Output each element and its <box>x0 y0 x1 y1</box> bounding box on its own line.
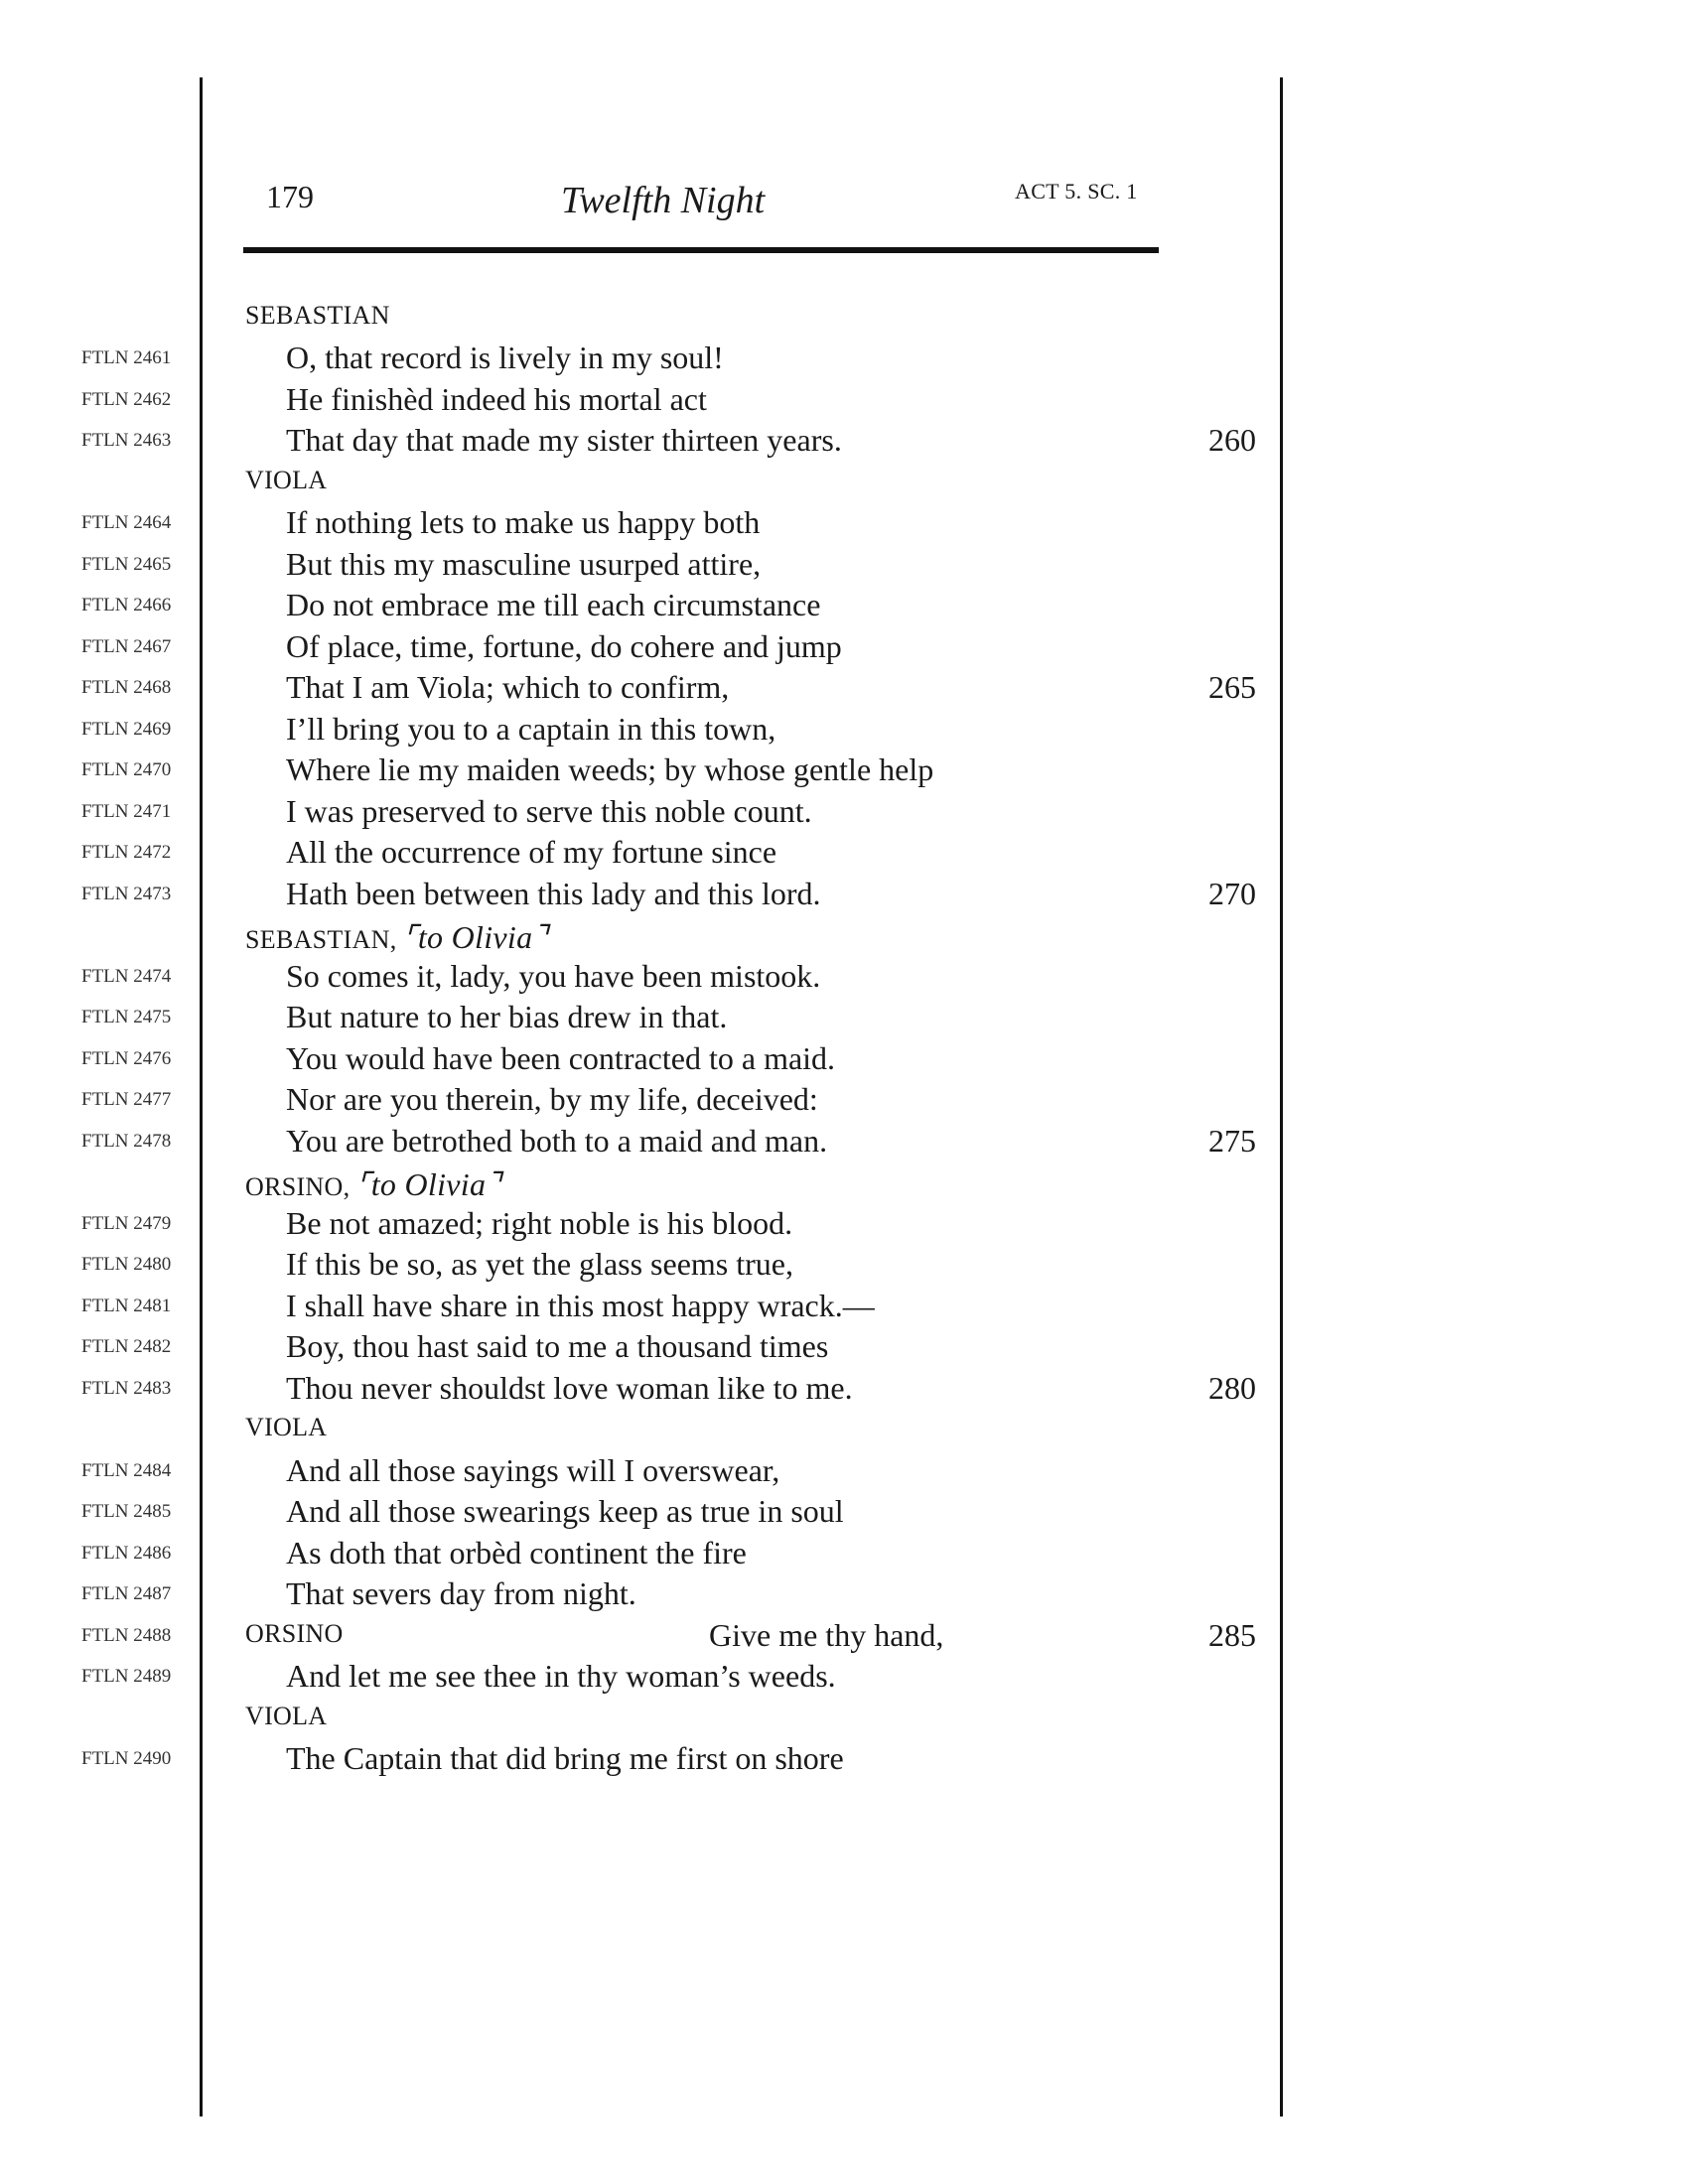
line-text: So comes it, lady, you have been mistook. <box>286 958 821 994</box>
line-number: 275 <box>1208 1123 1256 1159</box>
speaker-name: VIOLA <box>245 466 328 494</box>
speaker-name: ORSINO <box>245 1619 344 1648</box>
ftln-number: FTLN 2483 <box>81 1378 172 1399</box>
speaker-name-text: ORSINO, <box>245 1172 351 1201</box>
speaker-name: SEBASTIAN <box>245 301 390 330</box>
verse-line <box>0 1367 1688 1409</box>
ftln-number: FTLN 2474 <box>81 966 172 987</box>
ftln-number: FTLN 2461 <box>81 347 172 368</box>
ftln-number: FTLN 2486 <box>81 1543 172 1564</box>
speaker-name <box>245 1165 501 1203</box>
verse-line <box>0 873 1688 914</box>
ftln-number: FTLN 2465 <box>81 554 172 575</box>
ftln-number: FTLN 2463 <box>81 430 172 451</box>
line-text: And all those sayings will I overswear, <box>286 1452 780 1488</box>
line-number: 260 <box>1208 422 1256 458</box>
page-number: 179 <box>266 179 314 214</box>
verse-line <box>0 831 1688 873</box>
line-text: But this my masculine usurped attire, <box>286 546 762 582</box>
line-text: You are betrothed both to a maid and man. <box>286 1123 828 1159</box>
verse-line <box>0 337 1688 378</box>
line-text: The Captain that did bring me first on shore <box>286 1740 844 1776</box>
ftln-number: FTLN 2489 <box>81 1666 172 1687</box>
ftln-number: FTLN 2467 <box>81 636 172 657</box>
line-text: You would have been contracted to a maid. <box>286 1040 836 1076</box>
line-text: Boy, thou hast said to me a thousand times <box>286 1328 829 1364</box>
verse-line <box>0 708 1688 750</box>
line-text: Hath been between this lady and this lord. <box>286 876 821 911</box>
line-text: O, that record is lively in my soul! <box>286 340 724 375</box>
verse-line <box>0 1572 1688 1614</box>
verse-line <box>0 543 1688 585</box>
line-text: If nothing lets to make us happy both <box>286 504 761 540</box>
verse-line <box>0 666 1688 708</box>
line-text: And let me see thee in thy woman’s weeds. <box>286 1658 836 1694</box>
ftln-number: FTLN 2482 <box>81 1336 172 1357</box>
ftln-number: FTLN 2481 <box>81 1296 172 1316</box>
line-text: That severs day from night. <box>286 1575 636 1611</box>
ftln-number: FTLN 2470 <box>81 759 172 780</box>
speaker-name-text: SEBASTIAN, <box>245 925 397 954</box>
stage-direction: ⌜to Olivia⌝ <box>402 919 548 955</box>
ftln-number: FTLN 2484 <box>81 1460 172 1481</box>
ftln-number: FTLN 2473 <box>81 884 172 904</box>
ftln-number: FTLN 2472 <box>81 842 172 863</box>
line-text: He finishèd indeed his mortal act <box>286 381 707 417</box>
line-number: 270 <box>1208 876 1256 911</box>
line-text: And all those swearings keep as true in soul <box>286 1493 844 1529</box>
line-text: If this be so, as yet the glass seems true, <box>286 1246 793 1282</box>
verse-line <box>0 1037 1688 1079</box>
ftln-number: FTLN 2488 <box>81 1625 172 1646</box>
ftln-number: FTLN 2487 <box>81 1583 172 1604</box>
ftln-number: FTLN 2478 <box>81 1131 172 1152</box>
verse-line <box>0 1243 1688 1285</box>
act-scene-label: ACT 5. SC. 1 <box>1015 179 1138 204</box>
line-text: Do not embrace me till each circumstance <box>286 587 821 622</box>
ftln-number: FTLN 2468 <box>81 677 172 698</box>
verse-line <box>0 378 1688 420</box>
verse-line <box>0 749 1688 790</box>
line-text: I’ll bring you to a captain in this town, <box>286 711 776 747</box>
line-text: Give me thy hand, <box>709 1617 944 1653</box>
line-text: As doth that orbèd continent the fire <box>286 1535 747 1570</box>
verse-line <box>0 1737 1688 1779</box>
verse-line <box>0 1078 1688 1120</box>
ftln-number: FTLN 2480 <box>81 1254 172 1275</box>
speaker-row <box>0 296 1688 338</box>
verse-line <box>0 1490 1688 1532</box>
ftln-number: FTLN 2475 <box>81 1007 172 1027</box>
verse-line <box>0 1532 1688 1573</box>
speaker-name <box>245 918 548 956</box>
verse-line <box>0 790 1688 832</box>
line-text: Thou never shouldst love woman like to me. <box>286 1370 853 1406</box>
verse-line <box>0 1285 1688 1326</box>
line-text: Be not amazed; right noble is his blood. <box>286 1205 793 1241</box>
speaker-name: VIOLA <box>245 1413 328 1441</box>
line-text: But nature to her bias drew in that. <box>286 999 728 1034</box>
verse-line <box>0 1120 1688 1161</box>
line-text: Nor are you therein, by my life, deceived: <box>286 1081 818 1117</box>
line-text: That I am Viola; which to confirm, <box>286 669 730 705</box>
verse-line <box>0 1202 1688 1244</box>
verse-line <box>0 955 1688 997</box>
line-text: That day that made my sister thirteen years. <box>286 422 842 458</box>
ftln-number: FTLN 2462 <box>81 389 172 410</box>
verse-line <box>0 1614 1688 1656</box>
ftln-number: FTLN 2466 <box>81 595 172 615</box>
line-text: Where lie my maiden weeds; by whose gentle help <box>286 751 934 787</box>
ftln-number: FTLN 2479 <box>81 1213 172 1234</box>
header-rule <box>243 247 1159 253</box>
line-number: 265 <box>1208 669 1256 705</box>
line-text: Of place, time, fortune, do cohere and jump <box>286 628 842 664</box>
ftln-number: FTLN 2469 <box>81 719 172 740</box>
ftln-number: FTLN 2477 <box>81 1089 172 1110</box>
line-text: I shall have share in this most happy wrack.— <box>286 1288 875 1323</box>
page-title: Twelfth Night <box>561 180 766 221</box>
verse-line <box>0 584 1688 625</box>
verse-line <box>0 501 1688 543</box>
speaker-row <box>0 461 1688 502</box>
verse-line <box>0 1325 1688 1367</box>
stage-direction: ⌜to Olivia⌝ <box>355 1166 501 1202</box>
verse-line <box>0 625 1688 667</box>
ftln-number: FTLN 2476 <box>81 1048 172 1069</box>
verse-line <box>0 996 1688 1037</box>
ftln-number: FTLN 2490 <box>81 1748 172 1769</box>
ftln-number: FTLN 2471 <box>81 801 172 822</box>
line-number: 285 <box>1208 1617 1256 1653</box>
line-text: I was preserved to serve this noble count. <box>286 793 812 829</box>
speaker-name: VIOLA <box>245 1702 328 1730</box>
speaker-row <box>0 1160 1688 1202</box>
ftln-number: FTLN 2464 <box>81 512 172 533</box>
verse-line <box>0 419 1688 461</box>
line-text: All the occurrence of my fortune since <box>286 834 777 870</box>
speaker-row <box>0 1697 1688 1738</box>
verse-line <box>0 1655 1688 1697</box>
verse-line <box>0 1449 1688 1491</box>
line-number: 280 <box>1208 1370 1256 1406</box>
speaker-row <box>0 1408 1688 1449</box>
speaker-row <box>0 913 1688 955</box>
ftln-number: FTLN 2485 <box>81 1501 172 1522</box>
